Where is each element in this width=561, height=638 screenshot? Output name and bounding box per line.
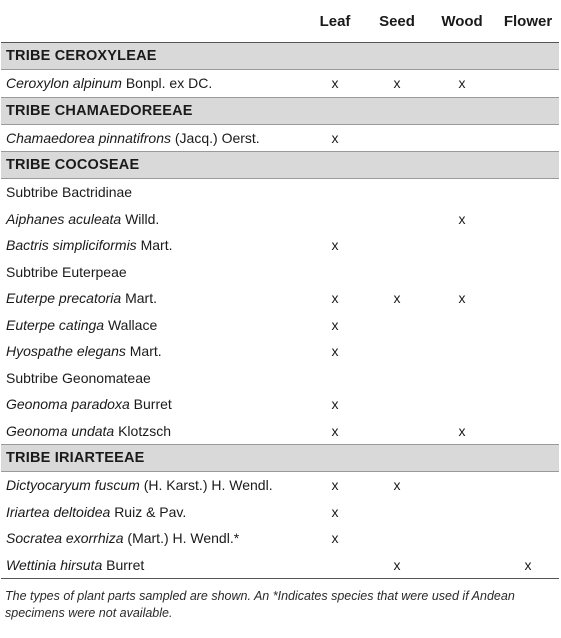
- header-flower: Flower: [497, 0, 559, 43]
- species-row: [1, 391, 559, 418]
- mark-leaf: x: [331, 343, 339, 360]
- mark-seed: [367, 338, 427, 365]
- tribe-row: [1, 152, 559, 179]
- species-row: [1, 232, 559, 259]
- mark-wood: [427, 499, 497, 526]
- mark-wood: [427, 552, 497, 579]
- species-binomial: Geonoma undata: [6, 422, 115, 439]
- species-binomial: Aiphanes aculeata: [6, 210, 122, 227]
- mark-wood: [427, 525, 497, 552]
- mark-flower: [497, 391, 559, 418]
- species-binomial: Wettinia hirsuta: [6, 556, 103, 573]
- mark-flower: [497, 232, 559, 259]
- mark-wood: x: [458, 422, 466, 439]
- mark-seed: [367, 124, 427, 152]
- mark-seed: [367, 525, 427, 552]
- species-row: [1, 312, 559, 339]
- table-footnote: The types of plant parts sampled are shown. An *Indicates species that were used if Andean specimens were not available.: [5, 589, 515, 620]
- species-name: [1, 525, 303, 552]
- subtribe-label: Subtribe Geonomateae: [6, 369, 151, 386]
- species-binomial: Ceroxylon alpinum: [6, 75, 122, 92]
- species-author: Mart.: [140, 237, 173, 254]
- mark-wood: [427, 338, 497, 365]
- tribe-label: TRIBE CEROXYLEAE: [1, 43, 559, 70]
- mark-flower: [497, 338, 559, 365]
- species-row: [1, 124, 559, 152]
- plant-parts-table: [1, 0, 559, 579]
- tribe-label: TRIBE CHAMAEDOREEAE: [1, 97, 559, 124]
- species-author: (Jacq.) Oerst.: [174, 129, 260, 146]
- mark-leaf: x: [331, 503, 339, 520]
- species-author: Klotzsch: [118, 422, 172, 439]
- species-binomial: Bactris simpliciformis: [6, 237, 137, 254]
- species-author: Burret: [106, 556, 145, 573]
- species-name: [1, 232, 303, 259]
- table-body: [1, 43, 559, 579]
- mark-wood: x: [458, 290, 466, 307]
- species-name: [1, 285, 303, 312]
- mark-leaf: x: [331, 75, 339, 92]
- mark-leaf: x: [331, 290, 339, 307]
- mark-flower: [497, 70, 559, 98]
- species-name: [1, 472, 303, 499]
- mark-leaf: x: [331, 316, 339, 333]
- mark-wood: x: [458, 75, 466, 92]
- subtribe-label: Subtribe Euterpeae: [6, 263, 127, 280]
- mark-wood: [427, 232, 497, 259]
- header-wood: Wood: [427, 0, 497, 43]
- tribe-row: [1, 43, 559, 70]
- mark-leaf: x: [331, 477, 339, 494]
- mark-leaf: x: [331, 129, 339, 146]
- subtribe-row: [1, 259, 559, 286]
- species-author: Mart.: [129, 343, 162, 360]
- species-row: [1, 552, 559, 579]
- species-row: [1, 525, 559, 552]
- mark-seed: x: [393, 477, 401, 494]
- header-leaf: Leaf: [303, 0, 367, 43]
- mark-seed: x: [367, 552, 427, 579]
- header-row: [1, 0, 559, 43]
- mark-leaf: x: [331, 422, 339, 439]
- species-name: [1, 206, 303, 233]
- subtribe-label: Subtribe Bactridinae: [6, 184, 133, 201]
- mark-wood: x: [458, 210, 466, 227]
- species-binomial: Chamaedorea pinnatifrons: [6, 129, 171, 146]
- mark-leaf: x: [331, 530, 339, 547]
- species-binomial: Euterpe precatoria: [6, 290, 122, 307]
- mark-seed: [367, 391, 427, 418]
- mark-seed: [367, 418, 427, 445]
- species-author: Mart.: [125, 290, 157, 307]
- subtribe-row: [1, 179, 559, 206]
- species-name: [1, 418, 303, 445]
- mark-leaf: [303, 206, 367, 233]
- mark-flower: [497, 472, 559, 499]
- species-row: [1, 338, 559, 365]
- mark-flower: [497, 418, 559, 445]
- tribe-row: [1, 97, 559, 124]
- mark-flower: [497, 312, 559, 339]
- species-name: [1, 338, 303, 365]
- species-binomial: Socratea exorrhiza: [6, 530, 124, 547]
- mark-seed: [367, 499, 427, 526]
- species-name: [1, 499, 303, 526]
- species-row: [1, 472, 559, 499]
- species-row: [1, 285, 559, 312]
- species-name: [1, 552, 303, 579]
- mark-wood: [427, 391, 497, 418]
- mark-flower: [497, 285, 559, 312]
- species-binomial: Geonoma paradoxa: [6, 396, 130, 413]
- tribe-label: TRIBE COCOSEAE: [1, 152, 559, 179]
- mark-seed: x: [393, 290, 401, 307]
- mark-wood: [427, 312, 497, 339]
- species-binomial: Dictyocaryum fuscum: [6, 477, 140, 494]
- mark-seed: [367, 232, 427, 259]
- mark-flower: [497, 525, 559, 552]
- mark-flower: [497, 499, 559, 526]
- mark-flower: [497, 124, 559, 152]
- species-binomial: Euterpe catinga: [6, 316, 105, 333]
- tribe-row: [1, 445, 559, 472]
- species-author: Bonpl. ex DC.: [125, 75, 213, 92]
- species-row: [1, 499, 559, 526]
- species-binomial: Iriartea deltoidea: [6, 503, 111, 520]
- mark-seed: [367, 206, 427, 233]
- species-author: (Mart.) H. Wendl.*: [127, 530, 240, 547]
- header-species: [1, 0, 303, 43]
- mark-leaf: [303, 552, 367, 579]
- species-author: Willd.: [125, 210, 160, 227]
- mark-leaf: x: [331, 396, 339, 413]
- mark-seed: x: [393, 75, 401, 92]
- species-name: [1, 391, 303, 418]
- species-author: Burret: [133, 396, 172, 413]
- species-author: Wallace: [107, 316, 158, 333]
- mark-flower: [497, 206, 559, 233]
- species-name: [1, 312, 303, 339]
- tribe-label: TRIBE IRIARTEEAE: [1, 445, 559, 472]
- mark-wood: [427, 124, 497, 152]
- species-binomial: Hyospathe elegans: [6, 343, 126, 360]
- species-row: [1, 70, 559, 98]
- species-name: [1, 70, 303, 98]
- mark-seed: [367, 312, 427, 339]
- species-name: [1, 124, 303, 152]
- species-author: (H. Karst.) H. Wendl.: [143, 477, 273, 494]
- header-seed: Seed: [367, 0, 427, 43]
- mark-flower: x: [497, 552, 559, 579]
- species-author: Ruiz & Pav.: [114, 503, 187, 520]
- mark-wood: [427, 472, 497, 499]
- species-row: [1, 206, 559, 233]
- mark-leaf: x: [331, 237, 339, 254]
- subtribe-row: [1, 365, 559, 392]
- species-row: [1, 418, 559, 445]
